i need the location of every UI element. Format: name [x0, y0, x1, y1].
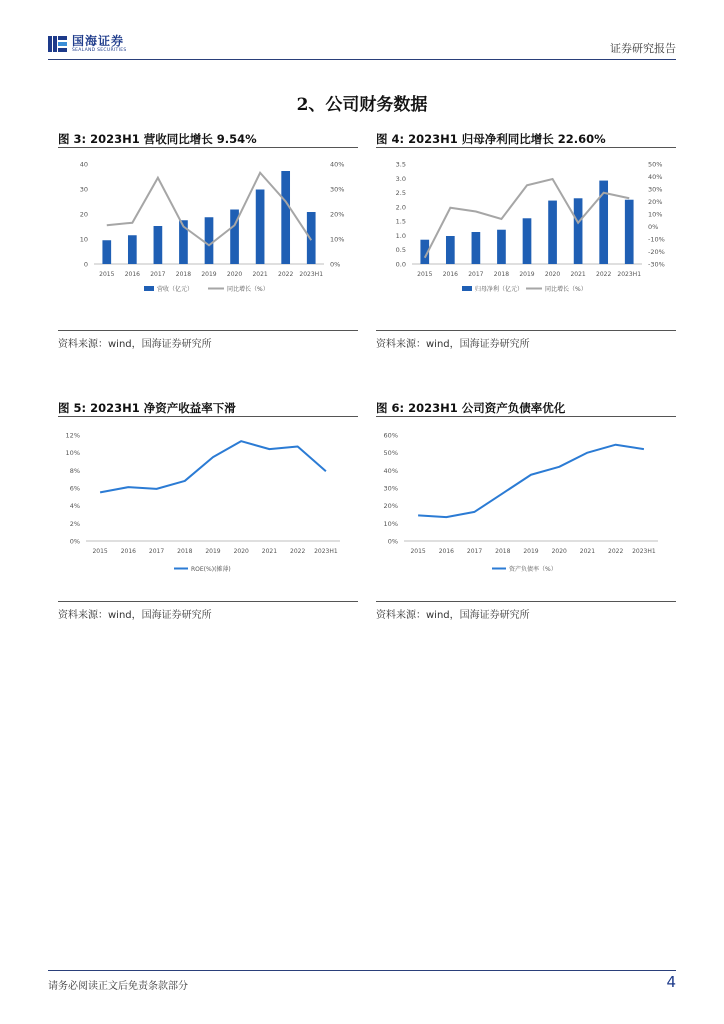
y-right-tick-label: 0%	[648, 223, 659, 231]
x-tick-label: 2017	[468, 271, 484, 278]
y-right-tick-label: 10%	[330, 235, 345, 244]
figure-4-chart	[376, 152, 676, 322]
legend-bar-swatch	[144, 286, 154, 291]
x-tick-label: 2017	[148, 548, 165, 555]
y-tick-label: 12%	[65, 431, 80, 440]
y-tick-label: 30%	[383, 484, 398, 493]
x-tick-label: 2020	[544, 271, 561, 278]
disclaimer-text: 请务必阅读正文后免责条款部分	[48, 981, 188, 992]
y-right-tick-label: 40%	[330, 160, 345, 169]
y-left-tick-label: 40	[79, 160, 88, 169]
x-tick-label: 2015	[410, 548, 426, 555]
x-tick-label: 2017	[466, 548, 483, 555]
y-tick-label: 6%	[69, 484, 80, 493]
y-right-tick-label: -20%	[648, 248, 665, 256]
figure-4-source: 资料来源：wind，国海证券研究所	[376, 330, 676, 350]
x-tick-label: 2021	[570, 271, 586, 278]
bar-mark	[446, 236, 455, 264]
y-right-tick-label: 40%	[648, 173, 663, 181]
logo-name-en: SEALAND SECURITIES	[72, 47, 127, 53]
y-left-tick-label: 20	[79, 210, 88, 219]
y-tick-label: 2%	[69, 519, 80, 528]
bar-mark	[523, 218, 532, 264]
x-tick-label: 2022	[608, 548, 624, 555]
x-tick-label: 2018	[495, 548, 511, 555]
x-tick-label: 2021	[579, 548, 596, 555]
y-tick-label: 10%	[65, 449, 80, 458]
y-tick-label: 10%	[383, 519, 398, 528]
y-left-tick-label: 0.5	[395, 246, 406, 255]
y-right-tick-label: 30%	[330, 185, 345, 194]
bar-mark	[281, 171, 290, 264]
figure-3-title: 图 3: 2023H1 营收同比增长 9.54%	[58, 130, 358, 148]
figure-6-chart	[376, 421, 676, 599]
y-left-tick-label: 0	[83, 260, 88, 269]
x-tick-label: 2017	[150, 271, 166, 278]
page-footer	[48, 970, 676, 1000]
figure-5-title: 图 5: 2023H1 净资产收益率下滑	[58, 399, 358, 417]
bar-mark	[205, 217, 214, 264]
y-tick-label: 4%	[69, 502, 80, 511]
section-title: 2、公司财务数据	[296, 95, 428, 115]
figure-6-panel	[376, 399, 676, 621]
x-tick-label: 2022	[596, 271, 612, 278]
bar-mark	[472, 232, 481, 264]
x-tick-label: 2022	[290, 548, 306, 555]
y-left-tick-label: 3.5	[395, 160, 406, 169]
figure-3-panel	[58, 130, 358, 350]
y-left-tick-label: 30	[79, 185, 88, 194]
legend-line-label: ROE(%)(摊薄)	[191, 566, 231, 573]
x-tick-label: 2016	[120, 548, 136, 555]
x-tick-label: 2016	[124, 271, 140, 278]
legend-line-label: 同比增长（%）	[227, 286, 269, 293]
x-tick-label: 2023H1	[617, 271, 642, 278]
company-logo	[48, 32, 127, 56]
y-left-tick-label: 2.5	[395, 189, 406, 198]
series-line	[418, 445, 644, 517]
y-right-tick-label: 20%	[648, 198, 663, 206]
y-left-tick-label: 1.5	[395, 217, 406, 226]
page-number: 4	[666, 973, 676, 991]
report-type-label: 证券研究报告	[610, 42, 676, 55]
bar-mark	[548, 201, 557, 264]
y-tick-label: 60%	[383, 431, 398, 440]
figure-6-title: 图 6: 2023H1 公司资产负债率优化	[376, 399, 676, 417]
sealand-logo-icon	[48, 34, 68, 54]
x-tick-label: 2016	[442, 271, 458, 278]
y-tick-label: 40%	[383, 466, 398, 475]
figure-5-chart	[58, 421, 358, 599]
x-tick-label: 2018	[493, 271, 510, 278]
x-tick-label: 2019	[523, 548, 539, 555]
x-tick-label: 2018	[177, 548, 193, 555]
x-tick-label: 2020	[551, 548, 567, 555]
y-right-tick-label: 0%	[330, 260, 341, 269]
bar-mark	[128, 235, 137, 264]
y-right-tick-label: -10%	[648, 235, 665, 244]
figure-5-panel	[58, 399, 358, 621]
figure-4-title: 图 4: 2023H1 归母净利同比增长 22.60%	[376, 130, 676, 148]
x-tick-label: 2021	[252, 271, 268, 278]
bar-mark	[497, 230, 506, 264]
y-right-tick-label: -30%	[648, 260, 665, 269]
y-tick-label: 0%	[387, 537, 398, 546]
y-left-tick-label: 1.0	[395, 231, 406, 240]
figure-3-chart	[58, 152, 358, 322]
y-left-tick-label: 3.0	[395, 174, 406, 183]
y-right-tick-label: 10%	[648, 210, 663, 219]
legend-bar-swatch	[462, 286, 472, 291]
y-right-tick-label: 20%	[330, 210, 345, 219]
x-tick-label: 2020	[233, 548, 249, 555]
series-line	[100, 441, 326, 492]
figure-6-source: 资料来源：wind，国海证券研究所	[376, 601, 676, 621]
x-tick-label: 2022	[278, 271, 294, 278]
y-tick-label: 20%	[383, 502, 398, 511]
x-tick-label: 2015	[92, 548, 108, 555]
bar-mark	[102, 240, 111, 264]
figure-5-source: 资料来源：wind，国海证券研究所	[58, 601, 358, 621]
x-tick-label: 2019	[519, 271, 535, 278]
x-tick-label: 2019	[201, 271, 217, 278]
y-left-tick-label: 2.0	[395, 203, 406, 212]
page-header	[48, 30, 676, 60]
y-right-tick-label: 50%	[648, 160, 663, 169]
x-tick-label: 2015	[99, 271, 115, 278]
bar-mark	[154, 226, 163, 264]
figure-4-panel	[376, 130, 676, 350]
legend-line-label: 资产负债率（%）	[509, 566, 557, 573]
bar-mark	[574, 198, 583, 264]
y-right-tick-label: 30%	[648, 185, 663, 194]
x-tick-label: 2021	[261, 548, 278, 555]
x-tick-label: 2023H1	[632, 548, 656, 555]
legend-line-label: 同比增长（%）	[545, 286, 587, 293]
y-left-tick-label: 0.0	[395, 260, 406, 269]
x-tick-label: 2015	[417, 271, 433, 278]
y-tick-label: 8%	[69, 466, 80, 475]
x-tick-label: 2018	[175, 271, 192, 278]
figure-3-source: 资料来源：wind，国海证券研究所	[58, 330, 358, 350]
bar-mark	[256, 190, 265, 265]
x-tick-label: 2019	[205, 548, 221, 555]
logo-name-cn: 国海证券	[72, 33, 125, 48]
y-tick-label: 0%	[69, 537, 80, 546]
y-left-tick-label: 10	[79, 235, 88, 244]
bar-mark	[625, 200, 634, 264]
x-tick-label: 2023H1	[314, 548, 338, 555]
x-tick-label: 2016	[438, 548, 454, 555]
legend-bar-label: 归母净利（亿元）	[475, 286, 524, 293]
x-tick-label: 2020	[226, 271, 243, 278]
y-tick-label: 50%	[383, 449, 398, 458]
x-tick-label: 2023H1	[299, 271, 324, 278]
legend-bar-label: 营收（亿元）	[157, 286, 194, 293]
bar-mark	[307, 212, 316, 264]
